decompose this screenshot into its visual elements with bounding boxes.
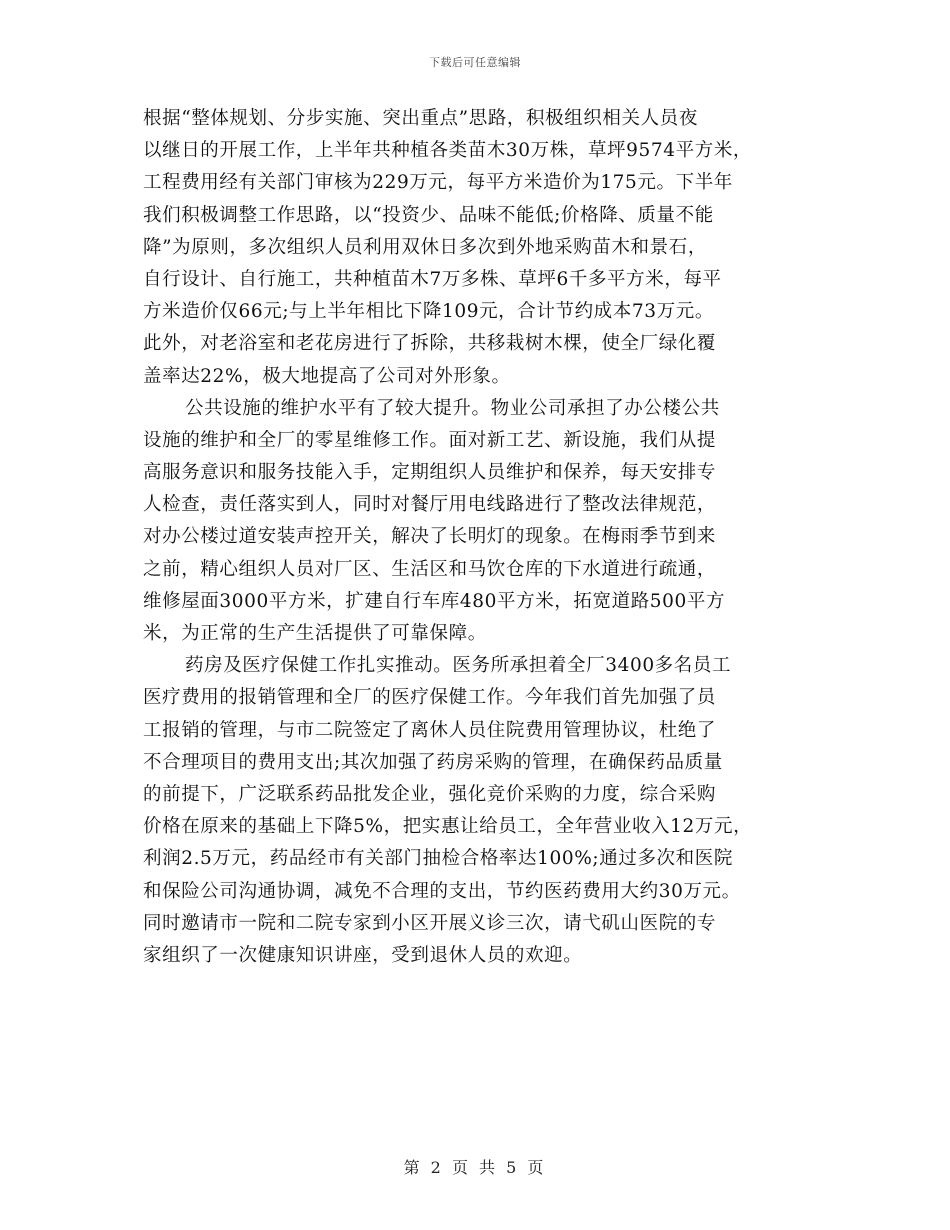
text-line: 米，为正常的生产生活提供了可靠保障。 <box>143 623 487 644</box>
text-line: 利润2.5万元，药品经市有关部门抽检合格率达100%;通过多次和医院 <box>143 848 733 870</box>
text-line: 高服务意识和服务技能入手，定期组织人员维护和保养，每天安排专 <box>143 462 717 484</box>
text-line: 以继日的开展工作，上半年共种植各类苗木30万株，草坪9574平方米， <box>143 140 753 162</box>
text-line: 的前提下，广泛联系药品批发企业，强化竞价采购的力度，综合采购 <box>143 783 717 805</box>
text-line: 维修屋面3000平方米，扩建自行车库480平方米，拓宽道路500平方 <box>143 590 726 612</box>
text-line: 此外，对老浴室和老花房进行了拆除，共移栽树木棵，使全厂绿化覆 <box>143 333 717 355</box>
text-line: 同时邀请市一院和二院专家到小区开展义诊三次，请弋矶山医院的专 <box>143 912 717 934</box>
text-line: 和保险公司沟通协调，减免不合理的支出，节约医药费用大约30万元。 <box>143 880 741 902</box>
text-line: 价格在原来的基础上下降5%，把实惠让给员工，全年营业收入12万元， <box>143 816 753 838</box>
text-line: 降”为原则，多次组织人员利用双休日多次到外地采购苗木和景石， <box>143 236 707 258</box>
text-line: 工报销的管理，与市二院签定了离休人员住院费用管理协议，杜绝了 <box>143 719 717 741</box>
text-line: 医疗费用的报销管理和全厂的医疗保健工作。今年我们首先加强了员 <box>143 687 717 709</box>
text-line: 对办公楼过道安装声控开关，解决了长明灯的现象。在梅雨季节到来 <box>143 526 717 548</box>
text-line: 设施的维护和全厂的零星维修工作。面对新工艺、新设施，我们从提 <box>143 429 717 451</box>
text-line: 之前，精心组织人员对厂区、生活区和马饮仓库的下水道进行疏通， <box>143 558 717 580</box>
text-line: 根据“整体规划、分步实施、突出重点”思路，积极组织相关人员夜 <box>143 108 698 129</box>
text-line: 我们积极调整工作思路，以“投资少、品味不能低;价格降、质量不能 <box>143 204 714 226</box>
text-line: 方米造价仅66元;与上半年相比下降109元，合计节约成本73万元。 <box>143 301 714 323</box>
text-line: 工程费用经有关部门审核为229万元，每平方米造价为175元。下半年 <box>143 172 733 194</box>
text-line: 家组织了一次健康知识讲座，受到退休人员的欢迎。 <box>143 944 583 966</box>
page-number-footer: 第 2 页 共 5 页 <box>403 1158 547 1177</box>
text-line: 盖率达22%，极大地提高了公司对外形象。 <box>143 365 511 387</box>
text-line: 人检查，责任落实到人，同时对餐厅用电线路进行了整改法律规范， <box>143 494 717 516</box>
text-line: 不合理项目的费用支出;其次加强了药房采购的管理，在确保药品质量 <box>143 751 723 773</box>
text-line: 自行设计、自行施工，共种植苗木7万多株、草坪6千多平方米，每平 <box>143 268 722 290</box>
text-line: 药房及医疗保健工作扎实推动。医务所承担着全厂3400多名员工 <box>185 655 732 677</box>
text-line: 公共设施的维护水平有了较大提升。物业公司承担了办公楼公共 <box>185 397 720 419</box>
page-header-note: 下载后可任意编辑 <box>429 56 521 69</box>
document-body <box>143 103 813 972</box>
